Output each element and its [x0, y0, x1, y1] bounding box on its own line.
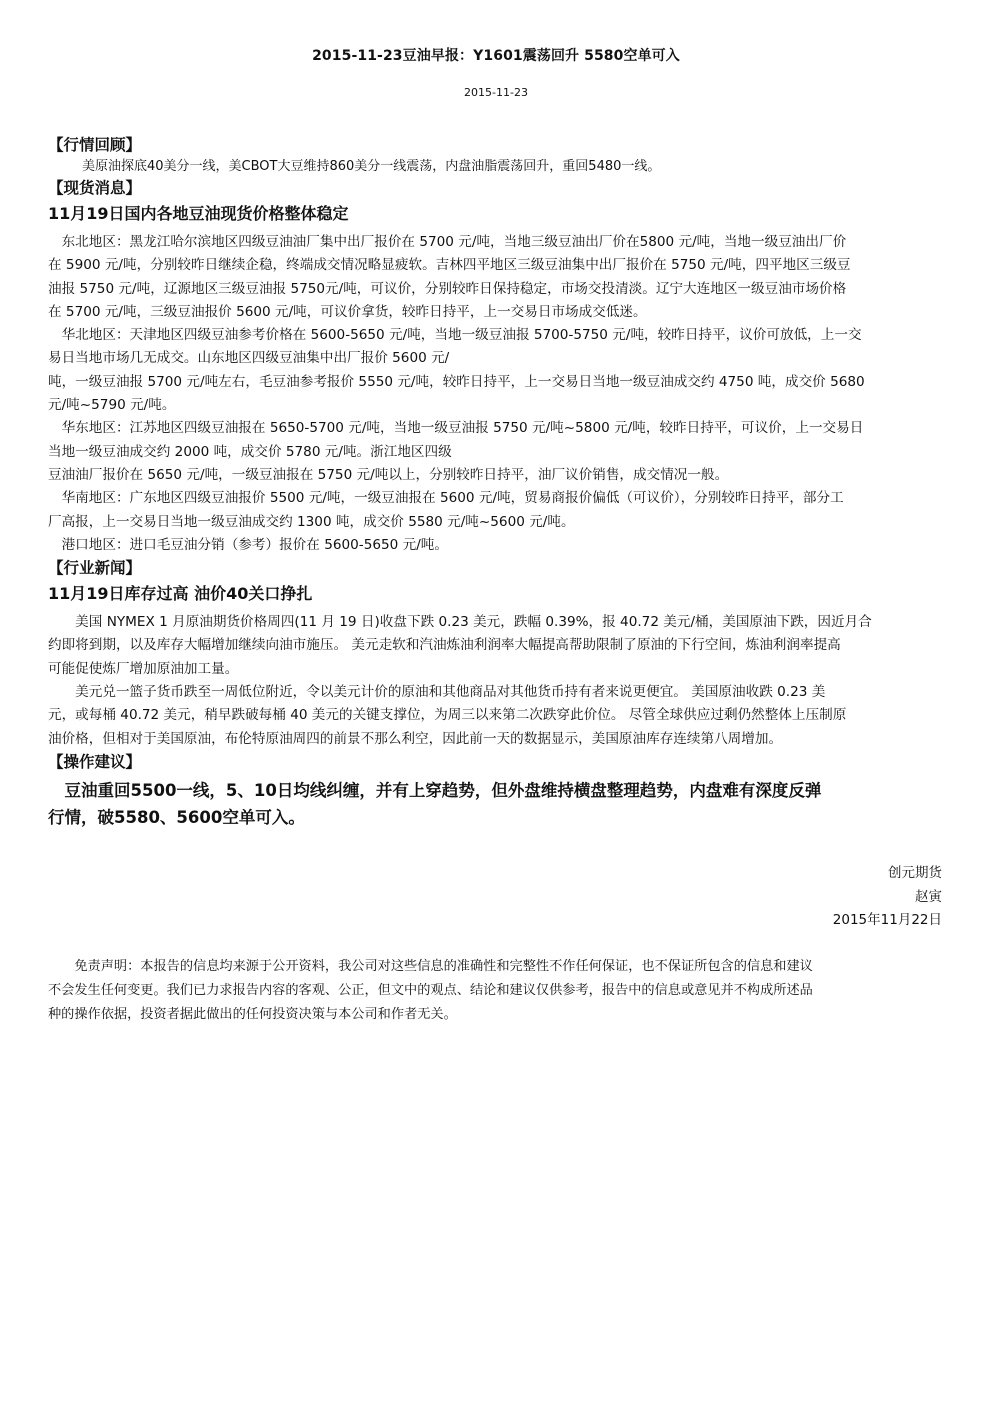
advice-text	[48, 777, 944, 831]
document-date: 2015-11-23	[464, 86, 528, 99]
industry-line: 油价格，但相对于美国原油，布伦特原油周四的前景不那么利空，因此前一天的数据显示，美国原油库存连续第八周增加。	[48, 730, 783, 747]
industry-line: 美元兑一篮子货币跌至一周低位附近，令以美元计价的原油和其他商品对其他货币持有者来说更便宜。 美国原油收跌 0.23 美	[48, 684, 826, 701]
signature-block	[833, 862, 942, 933]
spot-line: 油报 5750 元/吨，辽源地区三级豆油报 5750元/吨，可议价，分别较昨日保持稳定，市场交投清淡。辽宁大连地区一级豆油市场价格	[48, 280, 847, 297]
signature-company: 创元期货	[888, 865, 942, 881]
industry-line: 约即将到期，以及库存大幅增加继续向油市施压。 美元走软和汽油炼油利润率大幅提高帮助限制了原油的下行空间，炼油利润率提高	[48, 637, 841, 654]
document-title: 2015-11-23豆油早报：Y1601震荡回升 5580空单可入	[312, 48, 680, 64]
spot-line: 在 5700 元/吨，三级豆油报价 5600 元/吨，可议价拿货，较昨日持平，上一交易日市场成交低迷。	[48, 303, 647, 320]
advice-line: 豆油重回5500一线，5、10日均线纠缠，并有上穿趋势，但外盘维持横盘整理趋势，内盘难有深度反弹	[48, 780, 822, 800]
spot-line: 华东地区：江苏地区四级豆油报在 5650-5700 元/吨，当地一级豆油报 5750 元/吨~5800 元/吨，较昨日持平，可议价，上一交易日	[48, 420, 864, 437]
industry-line: 可能促使炼厂增加原油加工量。	[48, 660, 239, 677]
section-heading-industry: 【行业新闻】	[48, 559, 142, 578]
spot-line: 东北地区：黑龙江哈尔滨地区四级豆油油厂集中出厂报价在 5700 元/吨，当地三级豆油出厂价在5800 元/吨，当地一级豆油出厂价	[48, 234, 847, 250]
spot-paragraph	[48, 231, 944, 557]
industry-subheading: 11月19日库存过高 油价40关口挣扎	[48, 584, 313, 604]
spot-line: 在 5900 元/吨，分别较昨日继续企稳，终端成交情况略显疲软。吉林四平地区三级豆油集中出厂报价在 5750 元/吨，四平地区三级豆	[48, 257, 851, 274]
spot-subheading: 11月19日国内各地豆油现货价格整体稳定	[48, 204, 349, 223]
spot-line: 港口地区：进口毛豆油分销（参考）报价在 5600-5650 元/吨。	[48, 536, 448, 553]
spot-line: 元/吨~5790 元/吨。	[48, 397, 176, 414]
section-heading-review: 【行情回顾】	[48, 136, 142, 154]
advice-line: 行情，破5580、5600空单可入。	[48, 807, 305, 827]
disclaimer-line: 种的操作依据，投资者据此做出的任何投资决策与本公司和作者无关。	[48, 1007, 457, 1022]
signature-date: 2015年11月22日	[832, 912, 942, 928]
report-body	[48, 134, 944, 831]
section-heading-spot: 【现货消息】	[48, 179, 142, 197]
section-heading-advice: 【操作建议】	[48, 752, 142, 771]
spot-line: 华南地区：广东地区四级豆油报价 5500 元/吨，一级豆油报在 5600 元/吨，贸易商报价偏低（可议价），分别较昨日持平，部分工	[48, 490, 844, 507]
spot-line: 当地一级豆油成交约 2000 吨，成交价 5780 元/吨。浙江地区四级	[48, 443, 452, 460]
spot-line: 华北地区：天津地区四级豆油参考价格在 5600-5650 元/吨，当地一级豆油报 5700-5750 元/吨，较昨日持平，议价可放低，上一交	[48, 327, 862, 344]
industry-line: 美国 NYMEX 1 月原油期货价格周四(11 月 19 日)收盘下跌 0.23 美元，跌幅 0.39%，报 40.72 美元/桶，美国原油下跌，因近月合	[48, 614, 872, 631]
disclaimer-line: 免责声明：本报告的信息均来源于公开资料，我公司对这些信息的准确性和完整性不作任何保证，也不保证所包含的信息和建议	[48, 959, 813, 974]
review-text: 美原油探底40美分一线，美CBOT大豆维持860美分一线震荡，内盘油脂震荡回升，重回5480一线。	[82, 159, 661, 174]
signature-author: 赵寅	[915, 888, 942, 905]
spot-line: 吨，一级豆油报 5700 元/吨左右，毛豆油参考报价 5550 元/吨，较昨日持平，上一交易日当地一级豆油成交约 4750 吨，成交价 5680	[48, 373, 865, 390]
spot-line: 易日当地市场几无成交。山东地区四级豆油集中出厂报价 5600 元/	[48, 350, 450, 367]
disclaimer-line: 不会发生任何变更。我们已力求报告内容的客观、公正，但文中的观点、结论和建议仅供参考，报告中的信息或意见并不构成所述品	[48, 983, 813, 998]
industry-paragraph	[48, 611, 944, 751]
spot-line: 豆油油厂报价在 5650 元/吨，一级豆油报在 5750 元/吨以上，分别较昨日持平，油厂议价销售，成交情况一般。	[48, 466, 729, 483]
disclaimer	[48, 955, 944, 1027]
spot-line: 厂高报，上一交易日当地一级豆油成交约 1300 吨，成交价 5580 元/吨~5600 元/吨。	[48, 513, 575, 530]
industry-line: 元，或每桶 40.72 美元，稍早跌破每桶 40 美元的关键支撑位，为周三以来第二次跌穿此价位。 尽管全球供应过剩仍然整体上压制原	[48, 707, 847, 724]
